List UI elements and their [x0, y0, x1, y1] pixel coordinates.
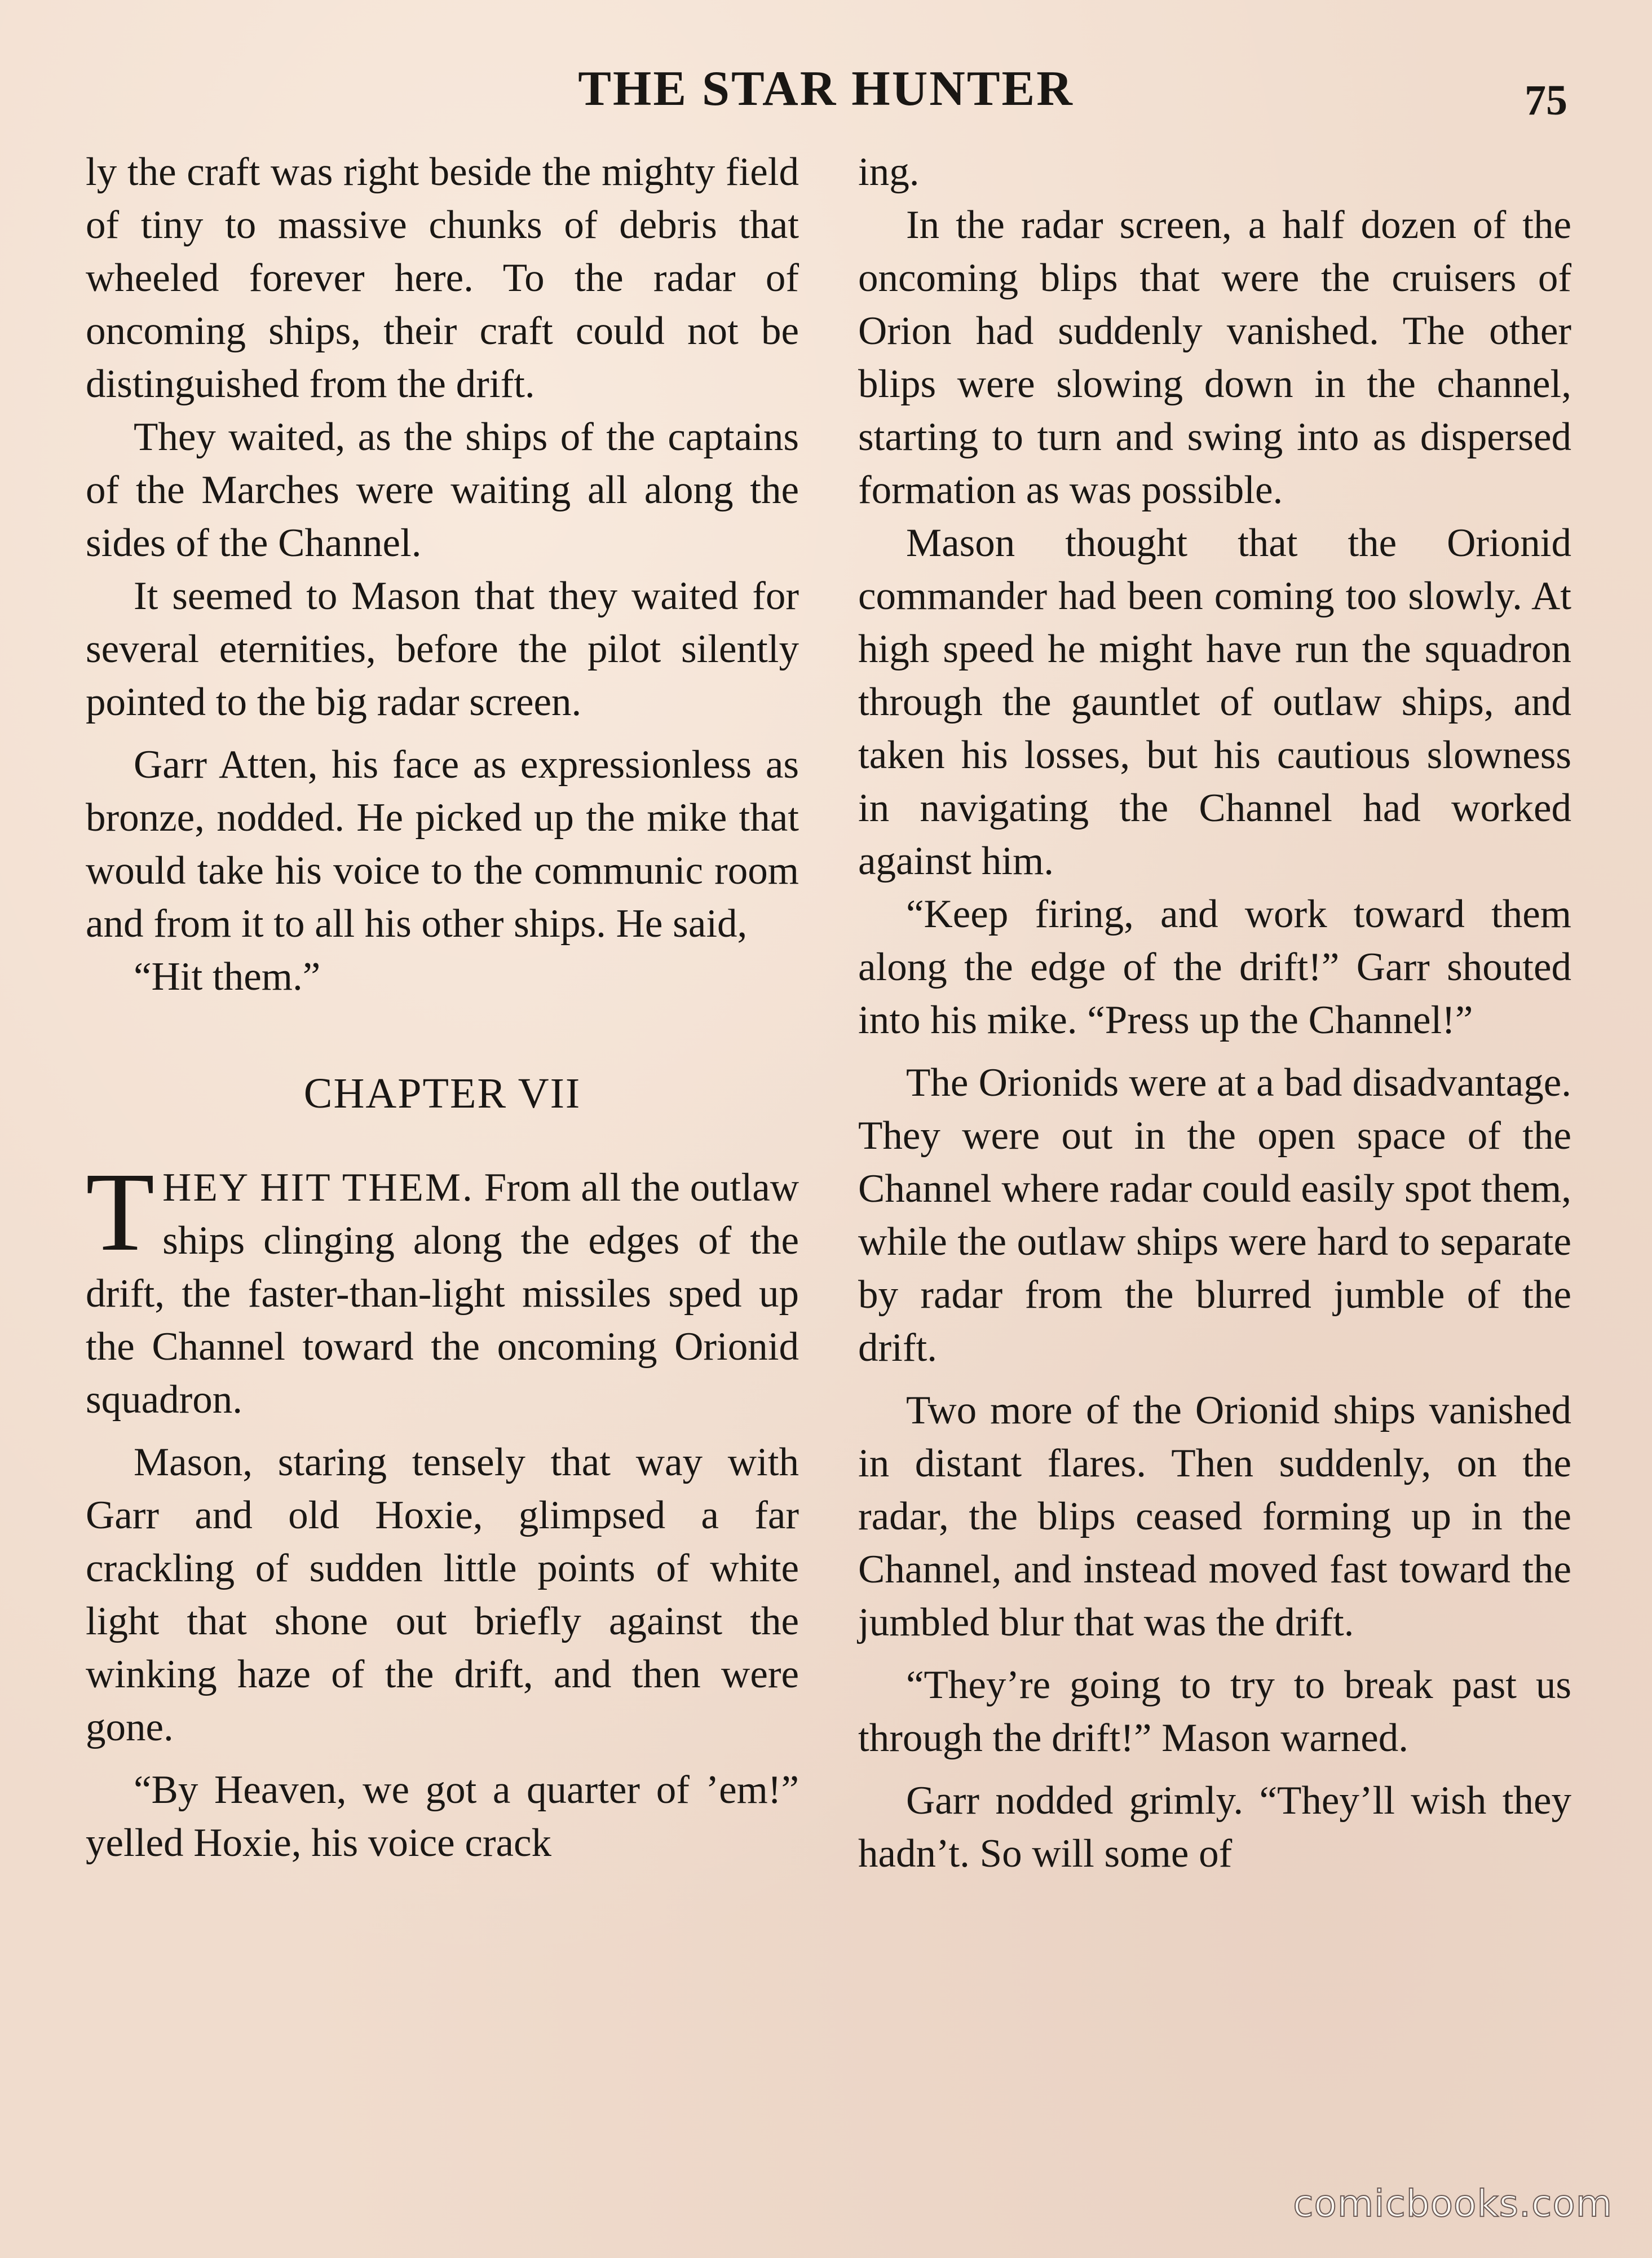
paragraph: Mason, staring tensely that way with Garr and old Hoxie, glimpsed a far crackling of sudden little points of white light that shone out briefly against the winking haze of the drift, and then were gone. — [86, 1440, 799, 1749]
right-column — [858, 145, 1571, 1880]
opening-lead-in: HEY HIT THEM. — [162, 1166, 474, 1210]
paragraph: “Keep firing, and work toward them along the edge of the drift!” Garr shouted into his mike. “Press up the Channel!” — [858, 892, 1571, 1042]
paragraph: Garr Atten, his face as expressionless as bronze, nodded. He picked up the mike that would take his voice to the communic room and from it to all his other ships. He said, — [86, 743, 799, 946]
paragraph: In the radar screen, a half dozen of the oncoming blips that were the cruisers of Orion had suddenly vanished. The other blips were slowing down in the channel, starting to turn and swing into as dispersed formation as was possible. — [858, 203, 1571, 512]
drop-cap: T — [86, 1150, 155, 1274]
chapter-heading: CHAPTER VII — [303, 1070, 581, 1117]
paragraph: They waited, as the ships of the captains of the Marches were waiting all along the sides of the Channel. — [86, 415, 799, 565]
paragraph: ly the craft was right beside the mighty field of tiny to massive chunks of debris that wheeled forever here. To the radar of oncoming ships, their craft could not be distinguished from the drift. — [86, 150, 799, 406]
paragraph: Two more of the Orionid ships vanished in distant flares. Then suddenly, on the radar, the blips ceased forming up in the Channel, and instead moved fast toward the jumbled blur that was the drift. — [858, 1388, 1571, 1644]
paragraph: Mason thought that the Orionid commander had been coming too slowly. At high speed he might have run the squadron through the gauntlet of outlaw ships, and taken his losses, but his cautious slowness in navigating the Channel had worked against him. — [858, 521, 1571, 883]
paragraph: It seemed to Mason that they waited for several eternities, before the pilot silently pointed to the big radar screen. — [86, 574, 799, 724]
page-number: 75 — [1525, 77, 1567, 124]
paragraph: “By Heaven, we got a quarter of ’em!” yelled Hoxie, his voice crack — [86, 1768, 799, 1865]
paragraph-continuation: ing. — [858, 150, 920, 194]
paragraph: “Hit them.” — [134, 955, 321, 999]
opening-text: From all the outlaw ships clinging along the edges of the drift, the faster-than-light missiles sped up the Channel toward the oncoming Orionid squadron. — [86, 1166, 799, 1422]
running-title: THE STAR HUNTER — [578, 61, 1074, 116]
chapter-opening-paragraph — [86, 1150, 799, 1426]
paragraph: The Orionids were at a bad disadvantage. They were out in the open space of the Channel where radar could easily spot them, while the outlaw ships were hard to separate by radar from the blurred jumble of the drift. — [858, 1061, 1571, 1370]
watermark: comicbooks.com — [1293, 2182, 1613, 2225]
paragraph: “They’re going to try to break past us through the drift!” Mason warned. — [858, 1663, 1571, 1760]
left-column — [86, 145, 799, 1869]
paragraph: Garr nodded grimly. “They’ll wish they hadn’t. So will some of — [858, 1779, 1571, 1876]
